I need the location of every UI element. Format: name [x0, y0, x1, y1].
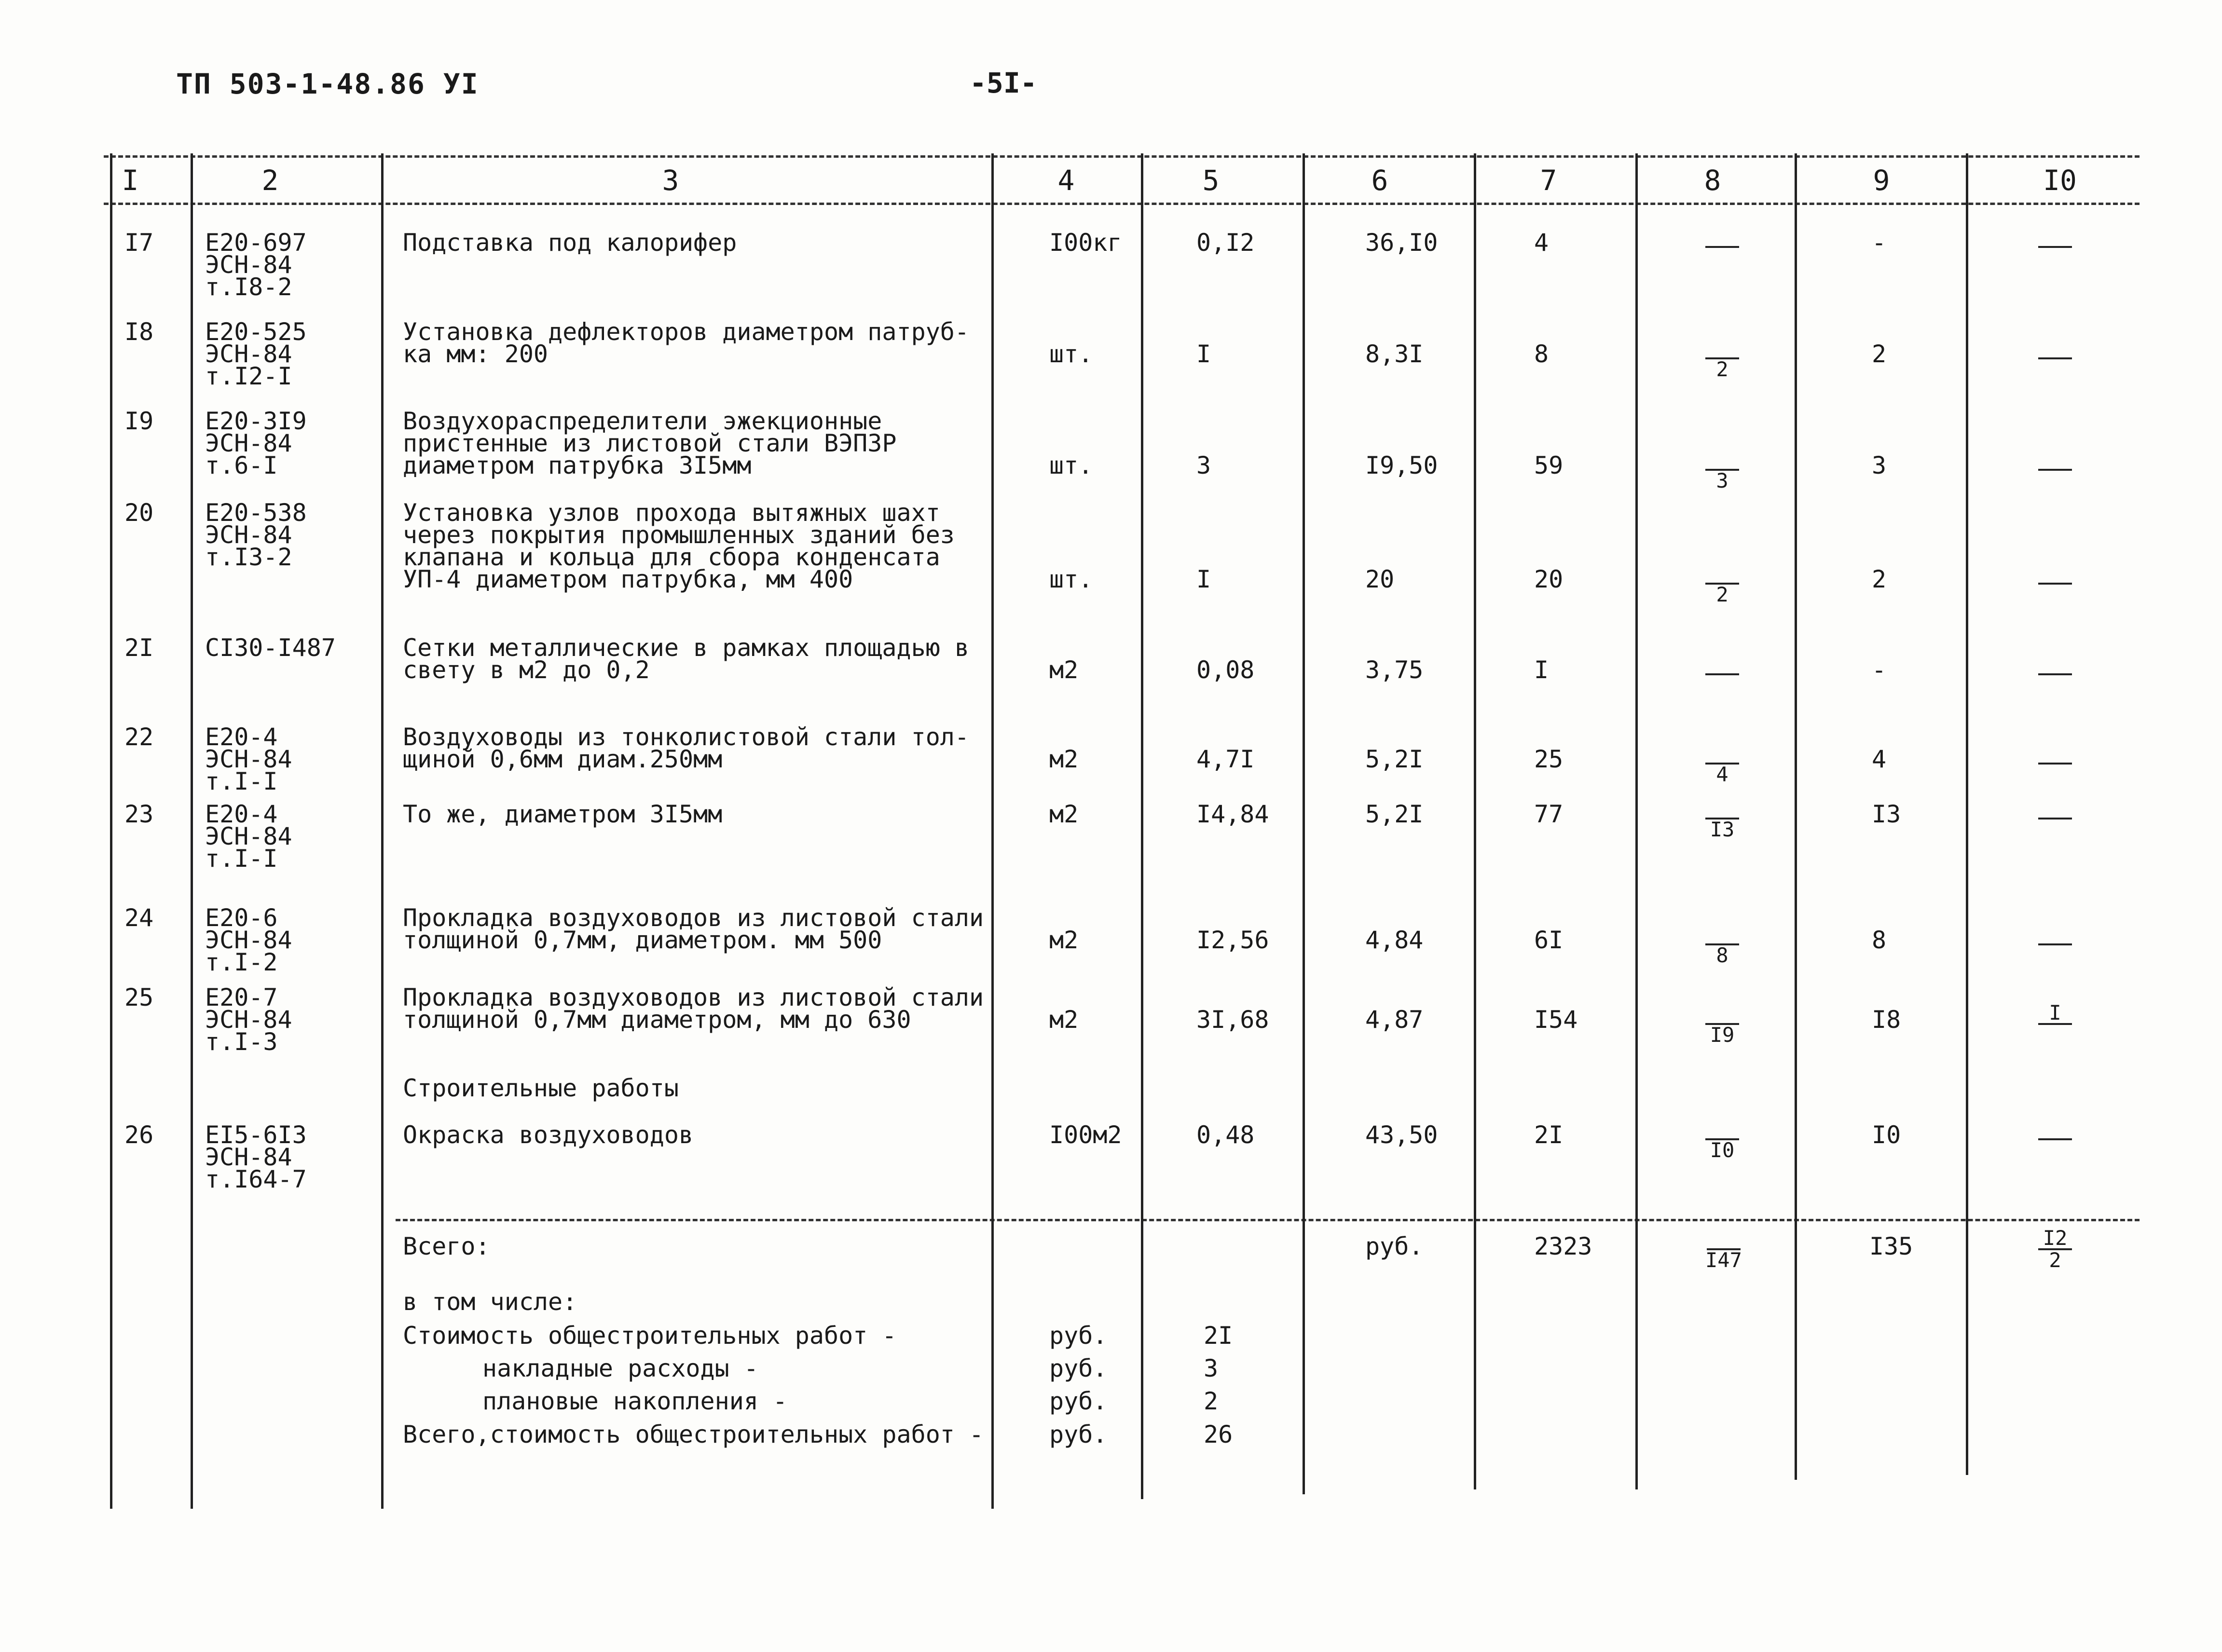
item-code: СI30-I487 [205, 634, 336, 662]
column-header: 2 [261, 164, 279, 197]
item-name: Окраска воздуховодов [403, 1121, 694, 1149]
item-quantity: I [1196, 340, 1211, 368]
col8-fraction [1705, 1004, 1739, 1047]
fraction-bar [2038, 673, 2072, 675]
fraction-bar [2038, 246, 2072, 248]
cost-line-label: Стоимость общестроительных работ - [403, 1322, 897, 1350]
item-unit-price: 5,2I [1365, 745, 1424, 773]
col-divider [110, 153, 112, 1509]
totals-col8-fraction [1705, 1229, 1742, 1270]
cost-line-label: накладные расходы - [482, 1354, 758, 1382]
item-number: 22 [124, 723, 154, 751]
item-unit: м2 [1049, 745, 1079, 773]
col-divider [381, 153, 384, 1509]
fraction-top: I2 [2043, 1226, 2068, 1250]
item-quantity: I2,56 [1196, 926, 1269, 954]
col-divider [1635, 153, 1638, 1489]
fraction-bar [2038, 469, 2072, 471]
column-header: 7 [1540, 164, 1557, 197]
item-code: Е20-4 ЭСН-84 т.I-I [205, 800, 292, 873]
cost-line-value: 2I [1204, 1322, 1233, 1350]
col8-fraction [1705, 563, 1739, 604]
item-unit: м2 [1049, 656, 1079, 684]
item-total: 59 [1534, 451, 1564, 479]
fraction-bar [2038, 357, 2072, 359]
col10-fraction [2038, 563, 2072, 604]
item-unit-price: 43,50 [1365, 1121, 1438, 1149]
item-number: 20 [124, 499, 154, 527]
col-divider [1966, 153, 1968, 1475]
cost-line-unit: руб. [1049, 1354, 1108, 1382]
totals-separator [396, 1219, 2140, 1221]
item-name: Воздуховоды из тонколистовой стали тол- щиной 0,6мм диам.250мм [403, 723, 969, 773]
item-name: Прокладка воздуховодов из листовой стали толщиной 0,7мм, диаметром. мм 500 [403, 904, 984, 954]
item-col9: 8 [1872, 926, 1887, 954]
item-unit-price: 4,87 [1365, 1006, 1424, 1034]
item-quantity: 3 [1196, 451, 1211, 479]
item-total: 4 [1534, 229, 1549, 257]
item-quantity: 0,48 [1196, 1121, 1255, 1149]
item-total: 2I [1534, 1121, 1564, 1149]
item-number: 26 [124, 1121, 154, 1149]
totals-label: Всего: [403, 1232, 490, 1260]
fraction-bottom: 2 [2049, 1248, 2061, 1272]
totals-col9: I35 [1869, 1232, 1913, 1260]
cost-line-unit: руб. [1049, 1322, 1108, 1350]
item-unit: I00кг [1049, 229, 1122, 257]
item-number: I7 [124, 229, 154, 257]
column-header: 5 [1202, 164, 1220, 197]
item-code: Е20-525 ЭСН-84 т.I2-I [205, 318, 307, 390]
fraction-bar [2038, 763, 2072, 765]
col8-fraction [1705, 654, 1739, 695]
item-col9: I0 [1872, 1121, 1901, 1149]
page-number: -5I- [970, 67, 1037, 99]
item-col9: 3 [1872, 451, 1887, 479]
column-header: 6 [1371, 164, 1388, 197]
item-unit: м2 [1049, 1006, 1079, 1034]
col-divider [191, 153, 193, 1509]
col10-fraction [2038, 798, 2072, 839]
col10-fraction [2038, 924, 2072, 965]
item-unit-price: 5,2I [1365, 800, 1424, 828]
totals-col10-fraction [2038, 1226, 2072, 1272]
fraction-bar [2038, 1023, 2072, 1025]
fraction-bottom: I47 [1705, 1248, 1742, 1272]
item-number: 23 [124, 800, 154, 828]
item-code: ЕI5-6I3 ЭСН-84 т.I64-7 [205, 1121, 307, 1193]
fraction-bar [2038, 943, 2072, 945]
item-unit: шт. [1049, 451, 1093, 479]
item-col9: 2 [1872, 565, 1887, 593]
fraction-bottom: 8 [1716, 943, 1728, 967]
item-name: Установка дефлекторов диаметром патруб- ка мм: 200 [403, 318, 969, 368]
item-quantity: I [1196, 565, 1211, 593]
item-col9: 2 [1872, 340, 1887, 368]
item-total: I [1534, 656, 1549, 684]
fraction-bottom: 4 [1716, 763, 1728, 786]
item-quantity: 0,08 [1196, 656, 1255, 684]
cost-line-value: 2 [1204, 1387, 1219, 1415]
item-name: Установка узлов прохода вытяжных шахт через покрытия промышленных зданий без клапана и кольца для сбора конденсата УП-4 диаметром патрубка, мм 400 [403, 499, 955, 593]
fraction-bottom: I3 [1710, 818, 1735, 841]
fraction-top: I [2049, 1001, 2061, 1024]
fraction-bar [2038, 583, 2072, 585]
item-col9: - [1872, 656, 1887, 684]
col10-fraction [2038, 1119, 2072, 1160]
cost-line-unit: руб. [1049, 1420, 1108, 1448]
item-name: Подставка под калорифер [403, 229, 737, 257]
item-unit: м2 [1049, 800, 1079, 828]
column-header: I [122, 164, 139, 197]
header-bottom-border [104, 203, 2140, 205]
col10-fraction [2038, 1001, 2072, 1044]
item-total: 77 [1534, 800, 1564, 828]
cost-line-label: Всего,стоимость общестроительных работ - [403, 1420, 984, 1448]
item-total: 25 [1534, 745, 1564, 773]
item-unit-price: 4,84 [1365, 926, 1424, 954]
item-unit-price: 3,75 [1365, 656, 1424, 684]
item-quantity: 4,7I [1196, 745, 1255, 773]
column-header: 8 [1704, 164, 1721, 197]
document-code: ТП 503-1-48.86 УI [176, 68, 479, 100]
item-unit: м2 [1049, 926, 1079, 954]
item-unit: I00м2 [1049, 1121, 1122, 1149]
section-title: Строительные работы [403, 1074, 679, 1102]
fraction-bottom: I0 [1710, 1138, 1735, 1162]
cost-line-value: 26 [1204, 1420, 1233, 1448]
item-col9: 4 [1872, 745, 1887, 773]
fraction-bottom: 3 [1716, 469, 1728, 492]
fraction-bar [2038, 818, 2072, 819]
col10-fraction [2038, 338, 2072, 379]
item-quantity: 3I,68 [1196, 1006, 1269, 1034]
item-code: Е20-4 ЭСН-84 т.I-I [205, 723, 292, 795]
item-unit-price: 8,3I [1365, 340, 1424, 368]
col-divider [991, 153, 994, 1509]
item-code: Е20-6 ЭСН-84 т.I-2 [205, 904, 292, 976]
column-header: 3 [662, 164, 679, 197]
item-name: Прокладка воздуховодов из листовой стали толщиной 0,7мм диаметром, мм до 630 [403, 983, 984, 1034]
item-name: Сетки металлические в рамках площадью в свету в м2 до 0,2 [403, 634, 969, 684]
item-unit: шт. [1049, 340, 1093, 368]
fraction-bar [2038, 1138, 2072, 1140]
item-number: 25 [124, 983, 154, 1011]
item-code: Е20-7 ЭСН-84 т.I-3 [205, 983, 292, 1056]
fraction-bottom: 2 [1716, 583, 1728, 606]
item-quantity: 0,I2 [1196, 229, 1255, 257]
item-col9: I3 [1872, 800, 1901, 828]
item-number: 2I [124, 634, 154, 662]
col10-fraction [2038, 743, 2072, 784]
item-col9: I8 [1872, 1006, 1901, 1034]
column-header: 4 [1057, 164, 1075, 197]
col-divider [1795, 153, 1797, 1480]
item-total: 6I [1534, 926, 1564, 954]
column-header: 9 [1873, 164, 1890, 197]
table-top-border [104, 155, 2140, 158]
col8-fraction [1705, 338, 1739, 379]
col8-fraction [1705, 924, 1739, 965]
col8-fraction [1705, 450, 1739, 490]
including-label: в том числе: [403, 1288, 577, 1316]
item-code: Е20-538 ЭСН-84 т.I3-2 [205, 499, 307, 571]
col-divider [1303, 153, 1305, 1494]
col-divider [1474, 153, 1476, 1489]
fraction-bottom: 2 [1716, 357, 1728, 381]
item-total: I54 [1534, 1006, 1578, 1034]
item-unit-price: I9,50 [1365, 451, 1438, 479]
col8-fraction [1705, 227, 1739, 267]
fraction-bottom: I9 [1710, 1023, 1735, 1047]
fraction-bar [1705, 246, 1739, 248]
col8-fraction [1705, 743, 1739, 784]
col8-fraction [1705, 798, 1739, 839]
item-number: I8 [124, 318, 154, 346]
item-total: 20 [1534, 565, 1564, 593]
item-code: Е20-697 ЭСН-84 т.I8-2 [205, 229, 307, 301]
cost-line-unit: руб. [1049, 1387, 1108, 1415]
item-quantity: I4,84 [1196, 800, 1269, 828]
col8-fraction [1705, 1119, 1739, 1160]
fraction-bar [1705, 673, 1739, 675]
item-unit-price: 36,I0 [1365, 229, 1438, 257]
col10-fraction [2038, 450, 2072, 490]
cost-line-value: 3 [1204, 1354, 1219, 1382]
item-number: 24 [124, 904, 154, 932]
col10-fraction [2038, 227, 2072, 267]
column-header: I0 [2043, 164, 2077, 197]
col-divider [1141, 153, 1143, 1499]
item-unit: шт. [1049, 565, 1093, 593]
totals-amount: 2323 [1534, 1232, 1592, 1260]
item-col9: - [1872, 229, 1887, 257]
item-code: Е20-3I9 ЭСН-84 т.6-I [205, 407, 307, 479]
item-number: I9 [124, 407, 154, 435]
item-name: Воздухораспределители эжекционные пристенные из листовой стали ВЭПЗР диаметром патрубка 3I5мм [403, 407, 897, 479]
item-name: То же, диаметром 3I5мм [403, 800, 723, 828]
col10-fraction [2038, 654, 2072, 695]
item-unit-price: 20 [1365, 565, 1395, 593]
item-total: 8 [1534, 340, 1549, 368]
cost-line-label: плановые накопления - [482, 1387, 788, 1415]
totals-unit: руб. [1365, 1232, 1424, 1260]
